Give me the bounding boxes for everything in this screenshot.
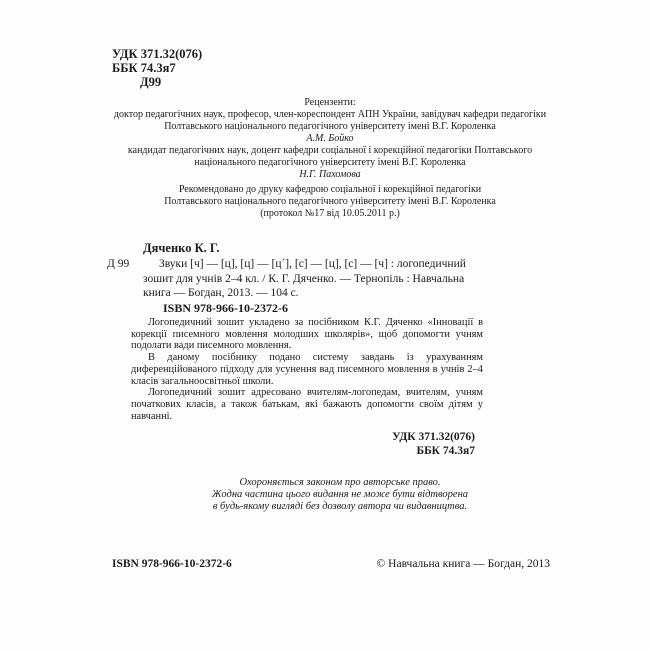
reviewer-credentials: доктор педагогічних наук, професор, член-кореспондент АПН України, завідувач кафедри педагогіки Полтавського національного педагогічного університету імені В.Г. Короленка (113, 109, 547, 132)
catalog-author: Дяченко К. Г. (143, 241, 220, 255)
reviewer-credentials: кандидат педагогічних наук, доцент кафедри соціальної і корекційної педагогіки Полтавського національного педагогічного університету імені В.Г. Короленка (127, 145, 533, 168)
reviewer-name: А.М. Бойко (306, 133, 354, 144)
publisher-copyright: © Навчальна книга — Богдан, 2013 (376, 558, 550, 570)
reviewer-name: Н.Г. Пахомова (299, 169, 361, 180)
reviewer-entry (100, 145, 560, 181)
copyright-protection-notice: Охороняється законом про авторське право. Жодна частина цього видання не може бути відтворена в будь-якому вигляді без дозволу автора чи видавництва. (211, 477, 469, 512)
classification-codes-top (112, 47, 202, 89)
annotation-section (131, 317, 483, 422)
annotation-paragraph: В даному посібнику подано систему завдань із урахуванням диференційованого підходу для усунення вад писемного мовлення в учнів 2–4 класів загальноосвітньої школи. (131, 352, 483, 387)
isbn-footer: ISBN 978-966-10-2372-6 (112, 558, 232, 570)
author-sign-code: Д99 (140, 75, 162, 89)
annotation-paragraph: Логопедичний зошит адресовано вчителям-логопедам, вчителям, учням початкових класів, а також батькам, які бажають допомогти своїм дітям у навчанні. (131, 387, 483, 422)
isbn-catalog: ISBN 978-966-10-2372-6 (163, 301, 288, 315)
udc-code: УДК 371.32(076) (112, 47, 203, 61)
bbk-code: ББК 74.3я7 (416, 444, 475, 457)
reviewers-heading: Рецензенти: (304, 97, 356, 108)
bbk-code: ББК 74.3я7 (112, 61, 176, 75)
print-recommendation-note: Рекомендовано до друку кафедрою соціальної і корекційної педагогіки Полтавського національного педагогічного університету імені В.Г. Короленка (протокол №17 від 10.05.2011 р.) (164, 184, 496, 219)
bibliographic-description: Звуки [ч] — [ц], [ц] — [ц´], [с] — [ц], [с] — [ч] : логопедичний зошит для учнів 2–4 кл. / К. Г. Дяченко. — Тернопіль : Навчальна книга — Богдан, 2013. — 104 с. (143, 258, 466, 300)
annotation-paragraph: Логопедичний зошит укладено за посібником К.Г. Дяченко «Інновації в корекції писемного мовлення молодших школярів», щоб допомогти учням подолати вади писемного мовлення. (131, 317, 483, 352)
reviewers-section (100, 97, 560, 181)
reviewer-entry (100, 109, 560, 145)
catalog-card-code: Д 99 (107, 258, 130, 270)
classification-codes-right (132, 431, 475, 458)
udc-code: УДК 371.32(076) (392, 431, 475, 443)
